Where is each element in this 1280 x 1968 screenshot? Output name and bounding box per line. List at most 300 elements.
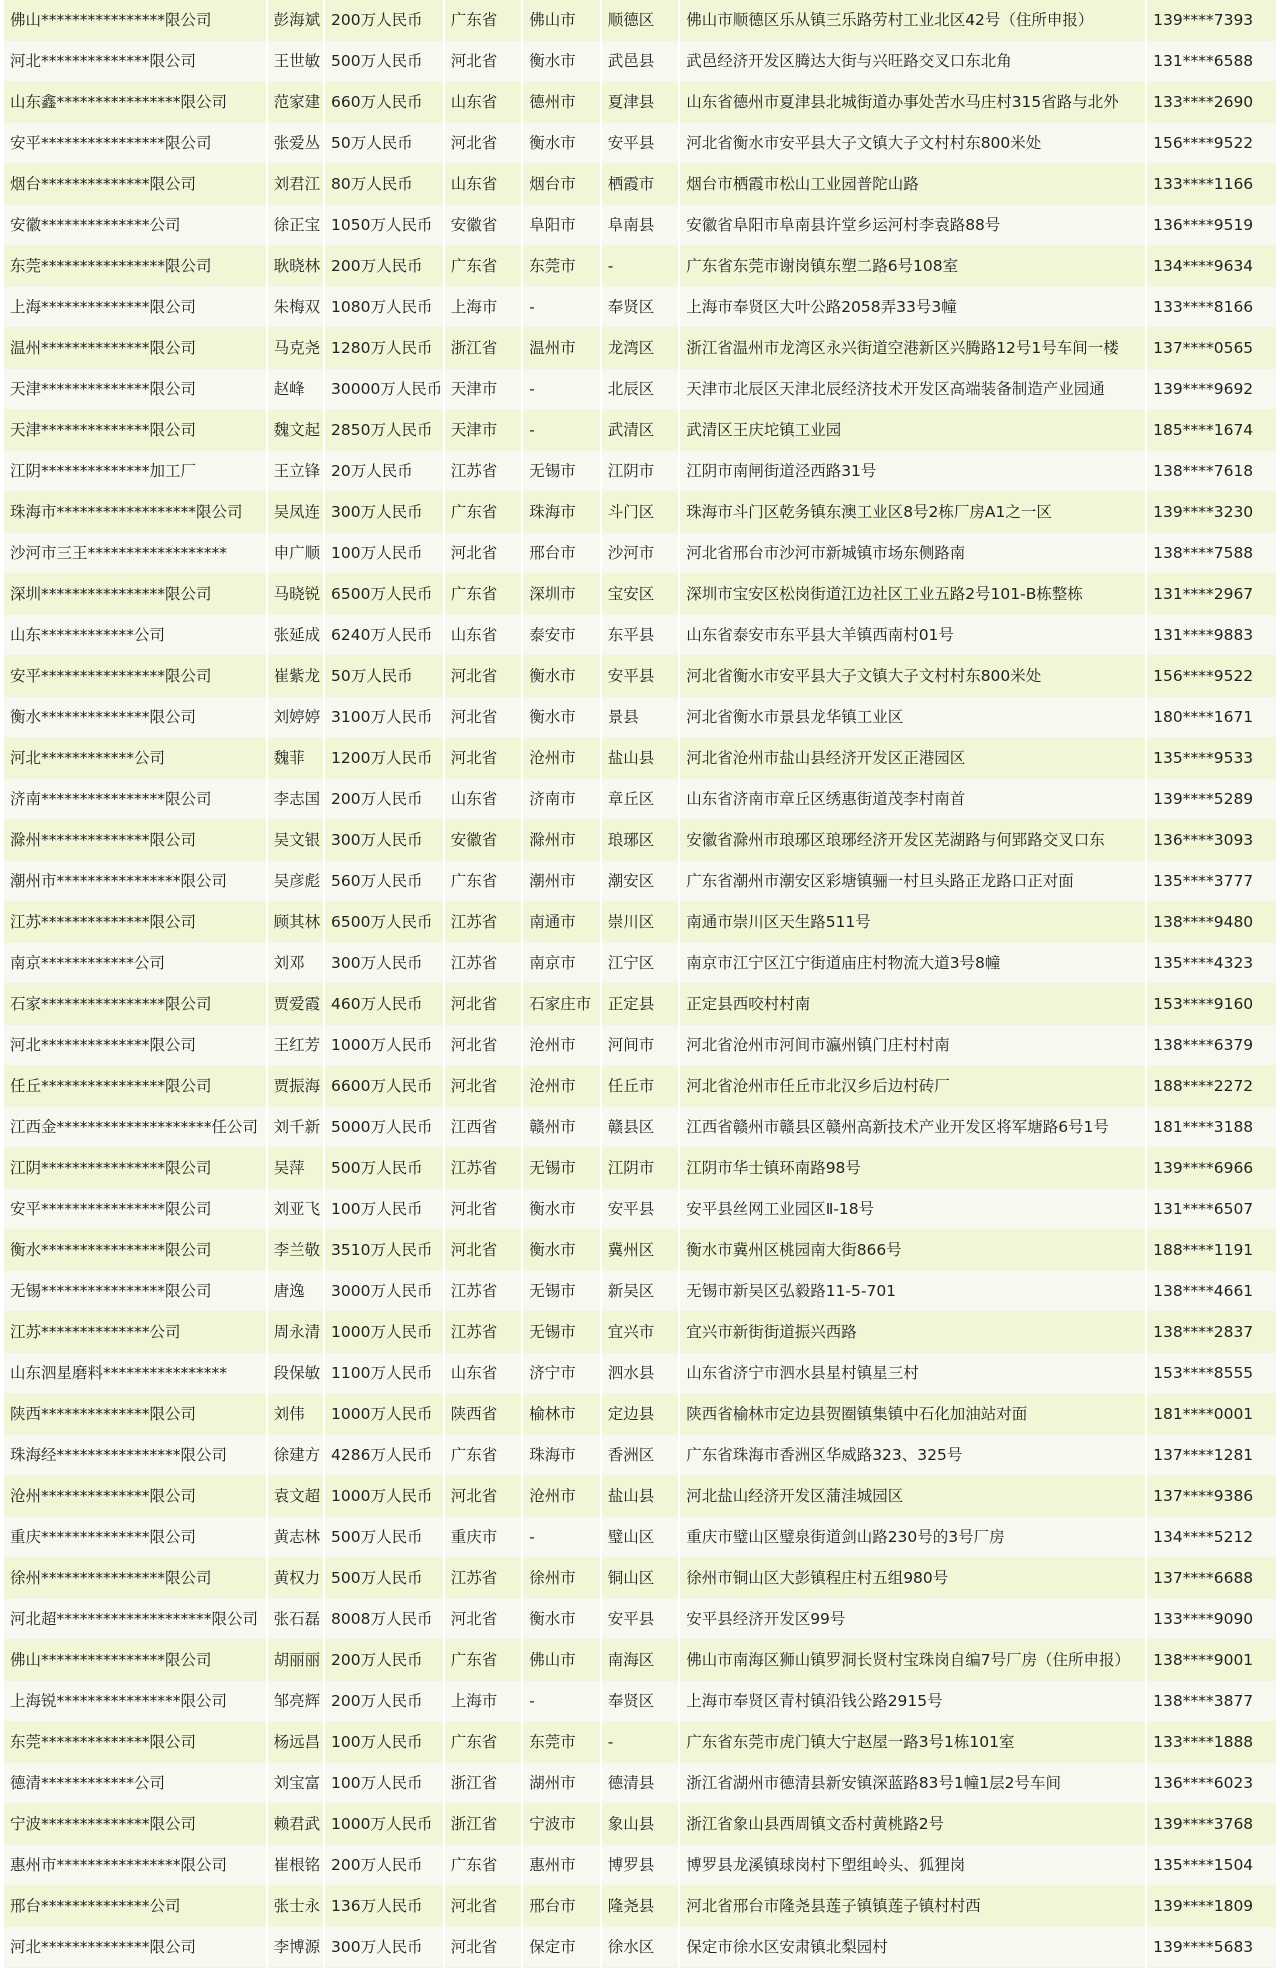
table-row: [4, 328, 1276, 369]
district-cell: 江阴市: [602, 1148, 678, 1189]
city-cell: 深圳市: [523, 574, 599, 615]
phone-cell: 134****5212: [1147, 1517, 1276, 1558]
phone-cell: 139****5683: [1147, 1927, 1276, 1968]
table-row: [4, 1025, 1276, 1066]
phone-cell: 138****7618: [1147, 451, 1276, 492]
city-cell: 南通市: [523, 902, 599, 943]
address-cell: 深圳市宝安区松岗街道江边社区工业五路2号101-B栋整栋: [680, 574, 1145, 615]
registered-capital-cell: 6600万人民币: [325, 1066, 443, 1107]
table-row: [4, 943, 1276, 984]
table-row: [4, 861, 1276, 902]
company-name-cell: 烟台**************限公司: [4, 164, 266, 205]
city-cell: 烟台市: [523, 164, 599, 205]
city-cell: 东莞市: [523, 1722, 599, 1763]
table-row: [4, 984, 1276, 1025]
registered-capital-cell: 1000万人民币: [325, 1804, 443, 1845]
registered-capital-cell: 3000万人民币: [325, 1271, 443, 1312]
legal-person-cell: 赵峰: [268, 369, 323, 410]
company-name-cell: 潮州市****************限公司: [4, 861, 266, 902]
address-cell: 河北省衡水市安平县大子文镇大子文村村东800米处: [680, 656, 1145, 697]
province-cell: 上海市: [445, 1681, 521, 1722]
address-cell: 山东省泰安市东平县大羊镇西南村01号: [680, 615, 1145, 656]
table-row: [4, 1394, 1276, 1435]
city-cell: 无锡市: [523, 1271, 599, 1312]
city-cell: 无锡市: [523, 1312, 599, 1353]
legal-person-cell: 段保敏: [268, 1353, 323, 1394]
district-cell: 徐水区: [602, 1927, 678, 1968]
company-name-cell: 江阴****************限公司: [4, 1148, 266, 1189]
registered-capital-cell: 30000万人民币: [325, 369, 443, 410]
registered-capital-cell: 6500万人民币: [325, 902, 443, 943]
registered-capital-cell: 500万人民币: [325, 1148, 443, 1189]
table-row: [4, 205, 1276, 246]
company-name-cell: 河北**************限公司: [4, 1025, 266, 1066]
legal-person-cell: 黄权力: [268, 1558, 323, 1599]
registered-capital-cell: 2850万人民币: [325, 410, 443, 451]
city-cell: 无锡市: [523, 451, 599, 492]
legal-person-cell: 张石磊: [268, 1599, 323, 1640]
province-cell: 山东省: [445, 615, 521, 656]
address-cell: 安平县丝网工业园区Ⅱ-18号: [680, 1189, 1145, 1230]
company-name-cell: 安徽**************公司: [4, 205, 266, 246]
district-cell: 武清区: [602, 410, 678, 451]
district-cell: 隆尧县: [602, 1886, 678, 1927]
registered-capital-cell: 1280万人民币: [325, 328, 443, 369]
city-cell: 东莞市: [523, 246, 599, 287]
table-row: [4, 82, 1276, 123]
city-cell: 惠州市: [523, 1845, 599, 1886]
legal-person-cell: 赖君武: [268, 1804, 323, 1845]
legal-person-cell: 顾其林: [268, 902, 323, 943]
district-cell: 任丘市: [602, 1066, 678, 1107]
province-cell: 江苏省: [445, 1558, 521, 1599]
legal-person-cell: 王世敏: [268, 41, 323, 82]
phone-cell: 139****7393: [1147, 0, 1276, 41]
province-cell: 重庆市: [445, 1517, 521, 1558]
legal-person-cell: 彭海斌: [268, 0, 323, 41]
phone-cell: 131****6588: [1147, 41, 1276, 82]
city-cell: 邢台市: [523, 533, 599, 574]
province-cell: 江苏省: [445, 1312, 521, 1353]
city-cell: 珠海市: [523, 1435, 599, 1476]
address-cell: 无锡市新吴区弘毅路11-5-701: [680, 1271, 1145, 1312]
table-row: [4, 1599, 1276, 1640]
phone-cell: 138****9001: [1147, 1640, 1276, 1681]
district-cell: 香洲区: [602, 1435, 678, 1476]
phone-cell: 136****6023: [1147, 1763, 1276, 1804]
address-cell: 山东省济南市章丘区绣惠街道茂李村南首: [680, 779, 1145, 820]
legal-person-cell: 吴萍: [268, 1148, 323, 1189]
address-cell: 佛山市顺德区乐从镇三乐路劳村工业北区42号（住所申报）: [680, 0, 1145, 41]
legal-person-cell: 黄志林: [268, 1517, 323, 1558]
province-cell: 河北省: [445, 1230, 521, 1271]
table-body: [4, 0, 1276, 1968]
table-row: [4, 1230, 1276, 1271]
phone-cell: 135****4323: [1147, 943, 1276, 984]
province-cell: 河北省: [445, 533, 521, 574]
phone-cell: 131****2967: [1147, 574, 1276, 615]
registered-capital-cell: 500万人民币: [325, 41, 443, 82]
company-name-cell: 河北************公司: [4, 738, 266, 779]
address-cell: 宜兴市新街街道振兴西路: [680, 1312, 1145, 1353]
city-cell: 珠海市: [523, 492, 599, 533]
phone-cell: 138****2837: [1147, 1312, 1276, 1353]
company-name-cell: 惠州市****************限公司: [4, 1845, 266, 1886]
address-cell: 陕西省榆林市定边县贺圈镇集镇中石化加油站对面: [680, 1394, 1145, 1435]
phone-cell: 156****9522: [1147, 656, 1276, 697]
phone-cell: 135****1504: [1147, 1845, 1276, 1886]
address-cell: 博罗县龙溪镇球岗村下塱组岭头、狐狸岗: [680, 1845, 1145, 1886]
city-cell: 济南市: [523, 779, 599, 820]
table-row: [4, 1640, 1276, 1681]
district-cell: 赣县区: [602, 1107, 678, 1148]
district-cell: 南海区: [602, 1640, 678, 1681]
legal-person-cell: 刘千新: [268, 1107, 323, 1148]
province-cell: 山东省: [445, 164, 521, 205]
district-cell: 江宁区: [602, 943, 678, 984]
city-cell: -: [523, 1517, 599, 1558]
phone-cell: 181****0001: [1147, 1394, 1276, 1435]
address-cell: 安平县经济开发区99号: [680, 1599, 1145, 1640]
address-cell: 珠海市斗门区乾务镇东澳工业区8号2栋厂房A1之一区: [680, 492, 1145, 533]
phone-cell: 139****1809: [1147, 1886, 1276, 1927]
address-cell: 河北省邢台市沙河市新城镇市场东侧路南: [680, 533, 1145, 574]
district-cell: 沙河市: [602, 533, 678, 574]
city-cell: 衡水市: [523, 1599, 599, 1640]
legal-person-cell: 李博源: [268, 1927, 323, 1968]
province-cell: 广东省: [445, 1640, 521, 1681]
district-cell: 盐山县: [602, 738, 678, 779]
district-cell: 安平县: [602, 656, 678, 697]
address-cell: 徐州市铜山区大彭镇程庄村五组980号: [680, 1558, 1145, 1599]
province-cell: 广东省: [445, 1845, 521, 1886]
table-row: [4, 615, 1276, 656]
table-row: [4, 1435, 1276, 1476]
district-cell: 象山县: [602, 1804, 678, 1845]
address-cell: 广东省东莞市谢岗镇东塑二路6号108室: [680, 246, 1145, 287]
company-name-cell: 河北**************限公司: [4, 1927, 266, 1968]
phone-cell: 188****1191: [1147, 1230, 1276, 1271]
legal-person-cell: 贾爱霞: [268, 984, 323, 1025]
district-cell: 江阴市: [602, 451, 678, 492]
address-cell: 武清区王庆坨镇工业园: [680, 410, 1145, 451]
district-cell: 景县: [602, 697, 678, 738]
city-cell: 衡水市: [523, 656, 599, 697]
legal-person-cell: 刘宝富: [268, 1763, 323, 1804]
province-cell: 广东省: [445, 574, 521, 615]
city-cell: 衡水市: [523, 697, 599, 738]
district-cell: 安平县: [602, 1599, 678, 1640]
company-name-cell: 温州**************限公司: [4, 328, 266, 369]
table-row: [4, 574, 1276, 615]
address-cell: 南通市崇川区天生路511号: [680, 902, 1145, 943]
phone-cell: 134****9634: [1147, 246, 1276, 287]
phone-cell: 153****9160: [1147, 984, 1276, 1025]
registered-capital-cell: 560万人民币: [325, 861, 443, 902]
district-cell: 崇川区: [602, 902, 678, 943]
registered-capital-cell: 660万人民币: [325, 82, 443, 123]
province-cell: 江苏省: [445, 1148, 521, 1189]
table-row: [4, 1476, 1276, 1517]
phone-cell: 138****6379: [1147, 1025, 1276, 1066]
table-row: [4, 1558, 1276, 1599]
table-row: [4, 1107, 1276, 1148]
district-cell: 宝安区: [602, 574, 678, 615]
phone-cell: 136****3093: [1147, 820, 1276, 861]
district-cell: 宜兴市: [602, 1312, 678, 1353]
phone-cell: 139****3230: [1147, 492, 1276, 533]
table-row: [4, 0, 1276, 41]
registered-capital-cell: 1000万人民币: [325, 1476, 443, 1517]
table-row: [4, 451, 1276, 492]
phone-cell: 139****5289: [1147, 779, 1276, 820]
table-row: [4, 164, 1276, 205]
company-name-cell: 无锡****************限公司: [4, 1271, 266, 1312]
province-cell: 山东省: [445, 779, 521, 820]
legal-person-cell: 刘伟: [268, 1394, 323, 1435]
district-cell: 龙湾区: [602, 328, 678, 369]
address-cell: 河北省沧州市盐山县经济开发区正港园区: [680, 738, 1145, 779]
legal-person-cell: 张士永: [268, 1886, 323, 1927]
district-cell: 定边县: [602, 1394, 678, 1435]
registered-capital-cell: 3510万人民币: [325, 1230, 443, 1271]
address-cell: 山东省德州市夏津县北城街道办事处苦水马庄村315省路与北外: [680, 82, 1145, 123]
company-name-cell: 山东************公司: [4, 615, 266, 656]
province-cell: 安徽省: [445, 820, 521, 861]
company-name-cell: 上海**************限公司: [4, 287, 266, 328]
address-cell: 河北省邢台市隆尧县莲子镇镇莲子镇村村西: [680, 1886, 1145, 1927]
table-row: [4, 1681, 1276, 1722]
province-cell: 河北省: [445, 123, 521, 164]
province-cell: 河北省: [445, 1886, 521, 1927]
address-cell: 浙江省温州市龙湾区永兴街道空港新区兴腾路12号1号车间一楼: [680, 328, 1145, 369]
city-cell: 徐州市: [523, 1558, 599, 1599]
legal-person-cell: 吴彦彪: [268, 861, 323, 902]
district-cell: 安平县: [602, 1189, 678, 1230]
registered-capital-cell: 1050万人民币: [325, 205, 443, 246]
company-name-cell: 江苏**************限公司: [4, 902, 266, 943]
phone-cell: 185****1674: [1147, 410, 1276, 451]
legal-person-cell: 刘邓: [268, 943, 323, 984]
province-cell: 河北省: [445, 41, 521, 82]
district-cell: -: [602, 246, 678, 287]
city-cell: 南京市: [523, 943, 599, 984]
address-cell: 上海市奉贤区青村镇沿钱公路2915号: [680, 1681, 1145, 1722]
address-cell: 衡水市冀州区桃园南大街866号: [680, 1230, 1145, 1271]
phone-cell: 137****9386: [1147, 1476, 1276, 1517]
city-cell: 德州市: [523, 82, 599, 123]
province-cell: 广东省: [445, 1722, 521, 1763]
legal-person-cell: 朱梅双: [268, 287, 323, 328]
table-row: [4, 1271, 1276, 1312]
legal-person-cell: 魏菲: [268, 738, 323, 779]
address-cell: 南京市江宁区江宁街道庙庄村物流大道3号8幢: [680, 943, 1145, 984]
table-row: [4, 1353, 1276, 1394]
registered-capital-cell: 20万人民币: [325, 451, 443, 492]
address-cell: 江阴市南闸街道泾西路31号: [680, 451, 1145, 492]
registered-capital-cell: 100万人民币: [325, 1189, 443, 1230]
table-row: [4, 779, 1276, 820]
legal-person-cell: 唐逸: [268, 1271, 323, 1312]
phone-cell: 131****9883: [1147, 615, 1276, 656]
district-cell: 河间市: [602, 1025, 678, 1066]
phone-cell: 133****2690: [1147, 82, 1276, 123]
registered-capital-cell: 200万人民币: [325, 1681, 443, 1722]
phone-cell: 137****1281: [1147, 1435, 1276, 1476]
table-row: [4, 287, 1276, 328]
province-cell: 天津市: [445, 369, 521, 410]
phone-cell: 135****3777: [1147, 861, 1276, 902]
district-cell: 奉贤区: [602, 1681, 678, 1722]
registered-capital-cell: 6240万人民币: [325, 615, 443, 656]
phone-cell: 137****6688: [1147, 1558, 1276, 1599]
legal-person-cell: 吴凤连: [268, 492, 323, 533]
province-cell: 安徽省: [445, 205, 521, 246]
legal-person-cell: 申广顺: [268, 533, 323, 574]
phone-cell: 188****2272: [1147, 1066, 1276, 1107]
table-row: [4, 1845, 1276, 1886]
registered-capital-cell: 500万人民币: [325, 1517, 443, 1558]
legal-person-cell: 袁文超: [268, 1476, 323, 1517]
city-cell: 沧州市: [523, 1476, 599, 1517]
province-cell: 广东省: [445, 246, 521, 287]
city-cell: 赣州市: [523, 1107, 599, 1148]
district-cell: -: [602, 1722, 678, 1763]
registered-capital-cell: 100万人民币: [325, 1763, 443, 1804]
phone-cell: 138****4661: [1147, 1271, 1276, 1312]
province-cell: 江苏省: [445, 1271, 521, 1312]
table-row: [4, 1763, 1276, 1804]
province-cell: 河北省: [445, 738, 521, 779]
province-cell: 河北省: [445, 656, 521, 697]
company-name-cell: 沧州**************限公司: [4, 1476, 266, 1517]
province-cell: 浙江省: [445, 1763, 521, 1804]
legal-person-cell: 吴文银: [268, 820, 323, 861]
company-name-cell: 天津**************限公司: [4, 369, 266, 410]
district-cell: 盐山县: [602, 1476, 678, 1517]
district-cell: 正定县: [602, 984, 678, 1025]
registered-capital-cell: 1000万人民币: [325, 1025, 443, 1066]
registered-capital-cell: 460万人民币: [325, 984, 443, 1025]
province-cell: 河北省: [445, 1476, 521, 1517]
phone-cell: 139****9692: [1147, 369, 1276, 410]
company-name-cell: 东莞**************限公司: [4, 1722, 266, 1763]
district-cell: 阜南县: [602, 205, 678, 246]
registered-capital-cell: 5000万人民币: [325, 1107, 443, 1148]
address-cell: 保定市徐水区安肃镇北梨园村: [680, 1927, 1145, 1968]
address-cell: 河北省沧州市河间市瀛州镇门庄村村南: [680, 1025, 1145, 1066]
city-cell: 济宁市: [523, 1353, 599, 1394]
city-cell: 无锡市: [523, 1148, 599, 1189]
phone-cell: 138****3877: [1147, 1681, 1276, 1722]
address-cell: 安徽省阜阳市阜南县许堂乡运河村李袁路88号: [680, 205, 1145, 246]
province-cell: 河北省: [445, 1189, 521, 1230]
address-cell: 河北省衡水市安平县大子文镇大子文村村东800米处: [680, 123, 1145, 164]
company-name-cell: 江苏**************公司: [4, 1312, 266, 1353]
province-cell: 江苏省: [445, 451, 521, 492]
province-cell: 广东省: [445, 0, 521, 41]
phone-cell: 133****1166: [1147, 164, 1276, 205]
address-cell: 天津市北辰区天津北辰经济技术开发区高端装备制造产业园通: [680, 369, 1145, 410]
district-cell: 斗门区: [602, 492, 678, 533]
district-cell: 栖霞市: [602, 164, 678, 205]
registered-capital-cell: 200万人民币: [325, 246, 443, 287]
address-cell: 广东省东莞市虎门镇大宁赵屋一路3号1栋101室: [680, 1722, 1145, 1763]
phone-cell: 181****3188: [1147, 1107, 1276, 1148]
district-cell: 奉贤区: [602, 287, 678, 328]
table-row: [4, 1927, 1276, 1968]
city-cell: 佛山市: [523, 0, 599, 41]
district-cell: 安平县: [602, 123, 678, 164]
company-name-cell: 江西金********************任公司: [4, 1107, 266, 1148]
registered-capital-cell: 300万人民币: [325, 1927, 443, 1968]
phone-cell: 133****8166: [1147, 287, 1276, 328]
city-cell: 衡水市: [523, 41, 599, 82]
company-name-cell: 深圳****************限公司: [4, 574, 266, 615]
registered-capital-cell: 200万人民币: [325, 1845, 443, 1886]
table-row: [4, 1886, 1276, 1927]
phone-cell: 138****7588: [1147, 533, 1276, 574]
city-cell: -: [523, 287, 599, 328]
district-cell: 琅琊区: [602, 820, 678, 861]
legal-person-cell: 邹亮辉: [268, 1681, 323, 1722]
city-cell: 衡水市: [523, 123, 599, 164]
address-cell: 重庆市璧山区璧泉街道剑山路230号的3号厂房: [680, 1517, 1145, 1558]
company-name-cell: 河北**************限公司: [4, 41, 266, 82]
legal-person-cell: 刘亚飞: [268, 1189, 323, 1230]
company-name-cell: 邢台**************公司: [4, 1886, 266, 1927]
legal-person-cell: 范家建: [268, 82, 323, 123]
district-cell: 德清县: [602, 1763, 678, 1804]
address-cell: 河北省衡水市景县龙华镇工业区: [680, 697, 1145, 738]
company-name-cell: 济南****************限公司: [4, 779, 266, 820]
company-name-cell: 山东鑫****************限公司: [4, 82, 266, 123]
company-name-cell: 石家****************限公司: [4, 984, 266, 1025]
district-cell: 潮安区: [602, 861, 678, 902]
phone-cell: 138****9480: [1147, 902, 1276, 943]
city-cell: 温州市: [523, 328, 599, 369]
province-cell: 河北省: [445, 1066, 521, 1107]
table-row: [4, 246, 1276, 287]
phone-cell: 137****0565: [1147, 328, 1276, 369]
company-name-cell: 河北超********************限公司: [4, 1599, 266, 1640]
table-row: [4, 123, 1276, 164]
table-row: [4, 820, 1276, 861]
registered-capital-cell: 300万人民币: [325, 943, 443, 984]
company-table: [2, 0, 1278, 1968]
legal-person-cell: 马晓锐: [268, 574, 323, 615]
phone-cell: 139****6966: [1147, 1148, 1276, 1189]
company-name-cell: 珠海市******************限公司: [4, 492, 266, 533]
address-cell: 烟台市栖霞市松山工业园普陀山路: [680, 164, 1145, 205]
company-name-cell: 安平****************限公司: [4, 656, 266, 697]
table-row: [4, 369, 1276, 410]
table-row: [4, 1517, 1276, 1558]
legal-person-cell: 李兰敬: [268, 1230, 323, 1271]
legal-person-cell: 崔紫龙: [268, 656, 323, 697]
district-cell: 新吴区: [602, 1271, 678, 1312]
registered-capital-cell: 80万人民币: [325, 164, 443, 205]
address-cell: 正定县西咬村村南: [680, 984, 1145, 1025]
district-cell: 夏津县: [602, 82, 678, 123]
address-cell: 山东省济宁市泗水县星村镇星三村: [680, 1353, 1145, 1394]
legal-person-cell: 刘君江: [268, 164, 323, 205]
registered-capital-cell: 50万人民币: [325, 123, 443, 164]
legal-person-cell: 马克尧: [268, 328, 323, 369]
address-cell: 安徽省滁州市琅琊区琅琊经济开发区芜湖路与何郢路交叉口东: [680, 820, 1145, 861]
table-row: [4, 492, 1276, 533]
legal-person-cell: 徐建方: [268, 1435, 323, 1476]
